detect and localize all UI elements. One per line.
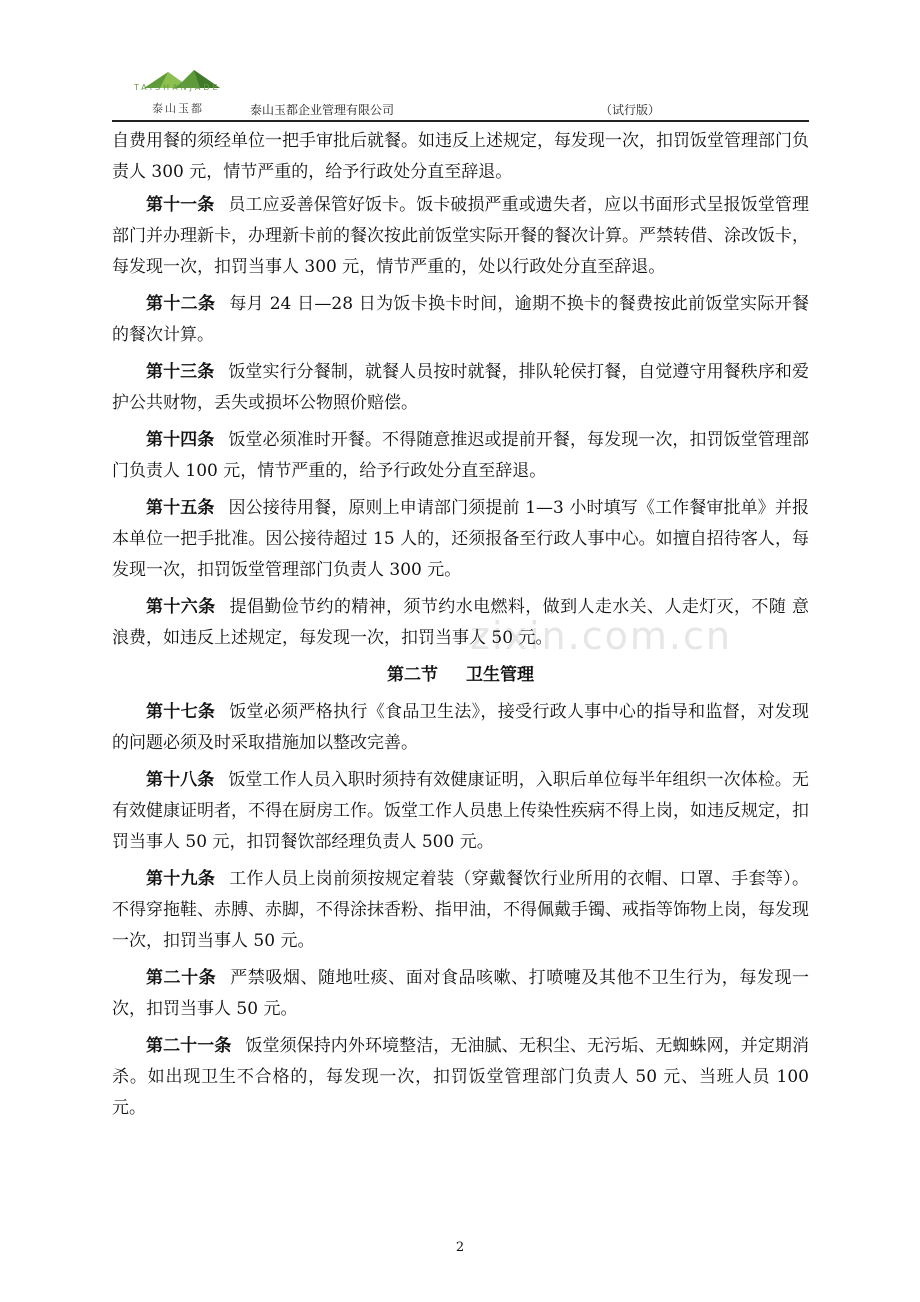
document-body xyxy=(112,126,809,1130)
section-title: 卫生管理 xyxy=(466,665,534,685)
paragraph xyxy=(112,1031,809,1124)
paragraph xyxy=(112,289,809,351)
article-number: 第十九条 xyxy=(146,869,216,889)
article-number: 第十三条 xyxy=(146,362,215,382)
paragraph-text: 严禁吸烟、随地吐痰、面对食品咳嗽、打喷嚏及其他不卫生行为，每发现一次，扣罚当事人 50 元。 xyxy=(112,968,810,1019)
article-number: 第十一条 xyxy=(146,195,215,215)
paragraph-text: 饭堂必须准时开餐。不得随意推迟或提前开餐，每发现一次，扣罚饭堂管理部门负责人 100 元，情节严重的，给予行政处分直至辞退。 xyxy=(112,430,810,481)
company-name: 泰山玉都企业管理有限公司 xyxy=(250,103,395,117)
paragraph-text: 因公接待用餐，原则上申请部门须提前 1—3 小时填写《工作餐审批单》并报本单位一把手批准。因公接待超过 15 人的，还须报备至行政人事中心。如擅自招待客人，每发现一次，扣罚饭堂管理部门负责人 300 元。 xyxy=(112,498,809,580)
page-number: 2 xyxy=(455,1240,465,1255)
paragraph xyxy=(112,190,809,283)
article-number: 第十六条 xyxy=(146,597,216,617)
article-number: 第十七条 xyxy=(146,702,216,722)
article-number: 第十八条 xyxy=(146,770,215,790)
paragraph-text: 每月 24 日—28 日为饭卡换卡时间，逾期不换卡的餐费按此前饭堂实际开餐的餐次计算。 xyxy=(112,294,810,345)
article-number: 第十二条 xyxy=(146,294,216,314)
paragraph-text: 饭堂须保持内外环境整洁，无油腻、无积尘、无污垢、无蜘蛛网，并定期消杀。如出现卫生不合格的，每发现一次，扣罚饭堂管理部门负责人 50 元、当班人员 100 元。 xyxy=(112,1036,809,1118)
paragraph-text: 饭堂实行分餐制，就餐人员按时就餐，排队轮侯打餐，自觉遵守用餐秩序和爱护公共财物，丢失或损坏公物照价赔偿。 xyxy=(112,362,810,413)
paragraph-text: 自费用餐的须经单位一把手审批后就餐。如违反上述规定，每发现一次，扣罚饭堂管理部门负责人 300 元，情节严重的，给予行政处分直至辞退。 xyxy=(112,131,809,182)
watermark: zixin.com.cn xyxy=(470,614,732,658)
version-note: （试行版） xyxy=(600,103,661,117)
paragraph xyxy=(112,493,809,586)
paragraph xyxy=(112,425,809,487)
logo-chinese-text: 泰山玉都 xyxy=(152,102,204,115)
paragraph xyxy=(112,592,809,654)
section-heading xyxy=(112,660,809,691)
header-divider xyxy=(112,120,809,122)
article-number: 第二十一条 xyxy=(146,1036,232,1056)
paragraph xyxy=(112,697,809,759)
paragraph xyxy=(112,963,809,1025)
article-number: 第十五条 xyxy=(146,498,215,518)
article-number: 第十四条 xyxy=(146,430,215,450)
article-number: 第二十条 xyxy=(146,968,217,988)
section-number: 第二节 xyxy=(387,665,438,685)
logo-latin-text: TAISHANJADE xyxy=(134,83,221,92)
paragraph xyxy=(112,126,809,188)
paragraph-text: 饭堂必须严格执行《食品卫生法》，接受行政人事中心的指导和监督，对发现的问题必须及时采取措施加以整改完善。 xyxy=(112,702,810,753)
paragraph-text: 提倡勤俭节约的精神，须节约水电燃料，做到人走水关、人走灯灭，不随 意浪费，如违反上述规定，每发现一次，扣罚当事人 50 元。 xyxy=(112,597,809,648)
paragraph-text: 员工应妥善保管好饭卡。饭卡破损严重或遗失者，应以书面形式呈报饭堂管理部门并办理新卡，办理新卡前的餐次按此前饭堂实际开餐的餐次计算。严禁转借、涂改饭卡，每发现一次，扣罚当事人 300 元，情节严重的，处以行政处分直至辞退。 xyxy=(112,195,810,277)
paragraph-text: 工作人员上岗前须按规定着装（穿戴餐饮行业所用的衣帽、口罩、手套等）。不得穿拖鞋、赤膊、赤脚，不得涂抹香粉、指甲油，不得佩戴手镯、戒指等饰物上岗，每发现一次，扣罚当事人 50 元。 xyxy=(112,869,810,951)
paragraph xyxy=(112,765,809,858)
paragraph xyxy=(112,357,809,419)
paragraph xyxy=(112,864,809,957)
paragraph-text: 饭堂工作人员入职时须持有效健康证明，入职后单位每半年组织一次体检。无有效健康证明者，不得在厨房工作。饭堂工作人员患上传染性疾病不得上岗，如违反规定，扣罚当事人 50 元，扣罚餐饮部经理负责人 500 元。 xyxy=(112,770,810,852)
page-header xyxy=(0,0,920,124)
